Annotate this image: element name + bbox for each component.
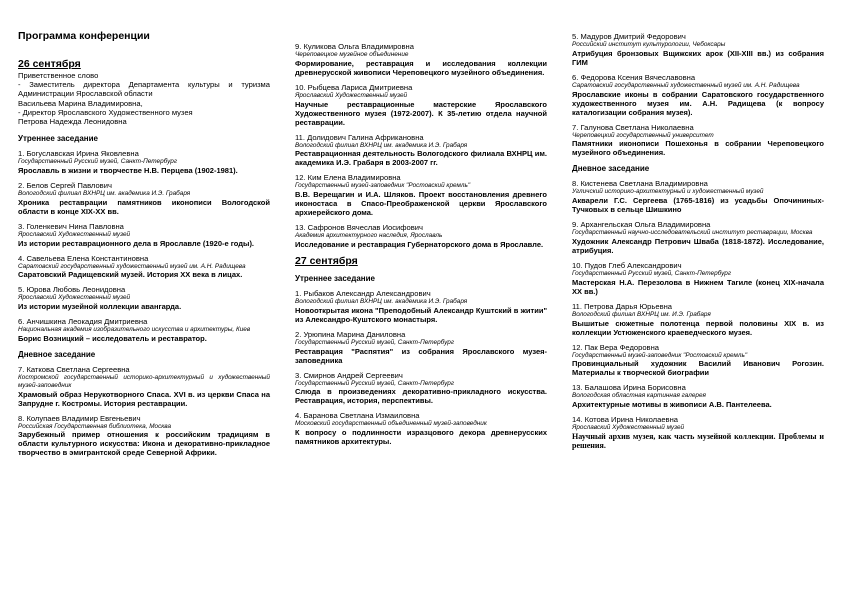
speaker-name: 12. Ким Елена Владимировна (295, 173, 401, 183)
talk-topic: Научные реставрационные мастерские Ярославского Художественного музея (1972-2007). К 35-летию отдела научной реставрации. (295, 99, 547, 127)
talk-entry (295, 411, 547, 446)
welcome-line: Петрова Надежда Леонидовна (18, 117, 127, 127)
speaker-organization: Вологодский филиал ВХНРЦ им. академика И.Э. Грабаря (295, 141, 468, 149)
talk-topic: Провинциальный художник Василий Иванович Рогозин. Материалы к творческой биографии (572, 359, 824, 378)
talk-entry (18, 285, 270, 311)
talk-entry (572, 179, 824, 214)
talk-topic: Из истории реставрационного дела в Ярославле (1920-е годы). (18, 238, 255, 248)
speaker-organization: Вологодская областная картинная галерея (572, 392, 706, 400)
talk-entry (18, 149, 270, 175)
speaker-name: 2. Урюпина Марина Даниловна (295, 329, 406, 339)
talk-entry (572, 32, 824, 67)
speaker-organization: Государственный Русский музей, Санкт-Петербург (295, 338, 454, 346)
speaker-name: 3. Голенкевич Нина Павловна (18, 221, 124, 231)
speaker-name: 8. Кистенева Светлана Владимировна (572, 179, 708, 189)
talk-topic: К вопросу о подлинности изразцового декора древнерусских памятников архитектуры. (295, 428, 547, 447)
talk-topic: Научный архив музея, как часть музейной коллекции. Проблемы и решения. (572, 431, 824, 450)
speaker-organization: Государственный Русский музей, Санкт-Петербург (295, 379, 454, 387)
talk-topic: Саратовский Радищевский музей. История XX века в лицах. (18, 270, 243, 280)
talk-entry (295, 371, 547, 406)
speaker-name: 13. Балашова Ирина Борисовна (572, 383, 686, 393)
speaker-organization: Саратовский государственный художественный музей им. А.Н. Радищева (18, 262, 246, 270)
speaker-organization: Московский государственный объединенный музей-заповедник (295, 420, 487, 428)
talk-entry (572, 302, 824, 337)
talk-topic: Мастерская Н.А. Перезолова в Нижнем Тагиле (конец XIX-начала XX вв.) (572, 277, 824, 296)
talk-topic: Хроника реставрации памятников иконописи Вологодской области в конце XIX-XX вв. (18, 197, 270, 216)
talk-entry (18, 254, 270, 280)
talk-entry (572, 123, 824, 158)
talk-topic: Реставрация "Распятия" из собрания Ярославского музея-заповедника (295, 346, 547, 365)
talk-entry (18, 414, 270, 458)
talk-entry (295, 173, 547, 217)
speaker-name: 1. Рыбаков Александр Александрович (295, 288, 431, 298)
speaker-organization: Ярославский Художественный музей (295, 91, 408, 99)
welcome-block (18, 71, 270, 126)
talk-entry (295, 42, 547, 77)
talk-topic: Из истории музейной коллекции авангарда. (18, 302, 182, 312)
speaker-name: 10. Рыбцева Лариса Дмитриевна (295, 82, 413, 92)
speaker-organization: Ярославский Художественный музей (572, 424, 685, 432)
speaker-organization: Угличский историко-архитектурный и художественный музей (572, 188, 764, 196)
talk-entry (572, 261, 824, 296)
talk-entry (295, 289, 547, 324)
talk-topic: Акварели Г.С. Сергеева (1765-1816) из усадьбы Опочининых-Тучковых в сельце Шишкино (572, 196, 824, 215)
talk-topic: Борис Возницкий – исследователь и реставратор. (18, 334, 207, 343)
speaker-name: 5. Мадуров Дмитрий Федорович (572, 32, 686, 41)
column-3 (572, 32, 824, 456)
speaker-organization: Российская Государственная библиотека, Москва (18, 422, 172, 430)
talk-topic: Ярославские иконы в собрании Саратовского государственного художественного музея им. А.Н. Радищева (к вопросу каталогизации собрания музея). (572, 89, 824, 117)
talk-entry (18, 222, 270, 248)
talk-entry (572, 383, 824, 409)
talk-entry (572, 343, 824, 378)
speaker-organization: Вологодский филиал ВХНРЦ им. академика И.Э. Грабаря (18, 190, 191, 198)
day-1-date: 26 сентября (18, 58, 81, 70)
page-title: Программа конференции (18, 30, 150, 42)
speaker-organization: Государственный Русский музей, Санкт-Петербург (572, 269, 731, 277)
speaker-name: 12. Пак Вера Федоровна (572, 342, 660, 352)
talk-entry (295, 133, 547, 168)
speaker-name: 10. Пудов Глеб Александрович (572, 260, 682, 270)
talk-entry (295, 330, 547, 365)
session-heading: Утреннее заседание (18, 134, 98, 144)
talk-entry (295, 83, 547, 127)
column-1 (18, 30, 270, 463)
speaker-name: 13. Сафронов Вячеслав Иосифович (295, 223, 424, 233)
speaker-organization: Ярославский Художественный музей (18, 230, 131, 238)
speaker-name: 9. Архангельская Ольга Владимировна (572, 220, 711, 230)
speaker-organization: Саратовский государственный художественный музей им. А.Н. Радищева (572, 81, 800, 89)
speaker-organization: Государственный научно-исследовательский институт реставрации, Москва (572, 229, 813, 237)
speaker-organization: Вологодский филиал ВХНРЦ им. И.Э. Грабаря (572, 310, 711, 318)
speaker-organization: Государственный Русский музей, Санкт-Петербург (18, 158, 177, 166)
session-heading: Дневное заседание (18, 350, 96, 359)
speaker-name: 6. Анчишкина Леокадия Дмитриевна (18, 317, 148, 327)
speaker-name: 4. Савельева Елена Константиновна (18, 253, 149, 263)
talk-topic: Ярославль в жизни и творчестве Н.В. Перцева (1902-1981). (18, 166, 238, 176)
speaker-organization: Вологодский филиал ВХНРЦ им. академика И.Э. Грабаря (295, 297, 468, 305)
talk-topic: Вышитые сюжетные полотенца первой половины XIX в. из коллекции Устюженского краеведческого музея. (572, 318, 824, 337)
session-heading: Дневное заседание (572, 164, 650, 174)
talk-entry (18, 181, 270, 216)
speaker-name: 2. Белов Сергей Павлович (18, 181, 112, 191)
talk-topic: Зарубежный пример отношения к российским традициям в области культурного искусства: Икона и декоративно-прикладное творчество в эмигрантской среде Северной Африки. (18, 430, 270, 458)
speaker-name: 8. Колупаев Владимир Евгеньевич (18, 413, 141, 423)
speaker-organization: Череповецкий государственный университет (572, 131, 714, 139)
talk-topic: Новооткрытая икона "Преподобный Александр Куштский в житии" из Александро-Куштского монастыря. (295, 305, 547, 324)
talk-topic: Архитектурные мотивы в живописи А.В. Пантелеева. (572, 400, 772, 410)
speaker-name: 1. Богуславская Ирина Яковлевна (18, 149, 139, 159)
speaker-organization: Костромской государственный историко-архитектурный и художественный музей-заповедник (18, 374, 270, 389)
speaker-organization: Национальная академия изобразительного искусства и архитектуры, Киев (18, 326, 251, 334)
speaker-organization: Череповецкое музейное объединение (295, 51, 409, 58)
speaker-name: 7. Каткова Светлана Сергеевна (18, 365, 130, 374)
speaker-name: 5. Юрова Любовь Леонидовна (18, 285, 126, 295)
speaker-name: 4. Баранова Светлана Измаиловна (295, 411, 420, 421)
talk-topic: Атрибуция бронзовых Вщижских арок (XII-XIII вв.) из собрания ГИМ (572, 48, 824, 67)
welcome-line: - Заместитель директора Департамента культуры и туризма Администрации Ярославской области (18, 80, 270, 99)
talk-topic: Исследование и реставрация Губернаторского дома в Ярославле. (295, 239, 544, 249)
speaker-name: 9. Куликова Ольга Владимировна (295, 42, 414, 51)
speaker-name: 11. Петрова Дарья Юрьевна (572, 301, 673, 311)
welcome-line: Васильева Марина Владимировна, (18, 98, 143, 108)
talk-topic: В.В. Верещагин и И.А. Шляков. Проект восстановления древнего иконостаса в Спасо-Преображенской церкви Ярославского архиерейского дома. (295, 190, 547, 218)
talk-entry (18, 317, 270, 343)
talk-entry (18, 365, 270, 408)
speaker-organization: Академия архитектурного наследия, Ярославль (295, 232, 443, 240)
speaker-name: 6. Федорова Ксения Вячеславовна (572, 72, 696, 82)
talk-topic: Слюда в произведениях декоративно-прикладного искусства. Реставрация, история, перспективы. (295, 387, 547, 406)
talk-topic: Памятники иконописи Пошехонья в собрании Череповецкого музейного объединения. (572, 139, 824, 158)
speaker-name: 14. Котова Ирина Николаевна (572, 415, 679, 425)
speaker-name: 7. Галунова Светлана Николаевна (572, 122, 694, 132)
talk-entry (572, 73, 824, 117)
talk-topic: Формирование, реставрация и исследования коллекции древнерусской живописи Череповецкого музейного объединения. (295, 58, 547, 77)
speaker-name: 11. Долидович Галина Африкановна (295, 132, 424, 142)
welcome-line: Приветственное слово (18, 71, 99, 80)
column-2 (295, 42, 547, 452)
speaker-organization: Российский институт культурологии, Чебоксары (572, 41, 726, 48)
talk-topic: Художник Александр Петрович Шваба (1818-1872). Исследование, атрибуция. (572, 236, 824, 255)
speaker-organization: Государственный музей-заповедник "Ростовский кремль" (572, 351, 748, 359)
session-heading: Утреннее заседание (295, 273, 375, 283)
talk-topic: Реставрационная деятельность Вологодского филиала ВХНРЦ им. академика И.Э. Грабаря в 2003-2007 гг. (295, 149, 547, 168)
day-2-date: 27 сентября (295, 254, 358, 267)
speaker-name: 3. Смирнов Андрей Сергеевич (295, 370, 403, 380)
speaker-organization: Ярославский Художественный музей (18, 294, 131, 302)
talk-entry (572, 220, 824, 255)
talk-topic: Храмовый образ Нерукотворного Спаса. XVI в. из церкви Спаса на Запрудне г. Костромы. История реставрации. (18, 389, 270, 408)
speaker-organization: Государственный музей-заповедник "Ростовский кремль" (295, 182, 471, 190)
welcome-line: - Директор Ярославского Художественного музея (18, 107, 193, 117)
talk-entry (295, 223, 547, 249)
talk-entry (572, 415, 824, 450)
